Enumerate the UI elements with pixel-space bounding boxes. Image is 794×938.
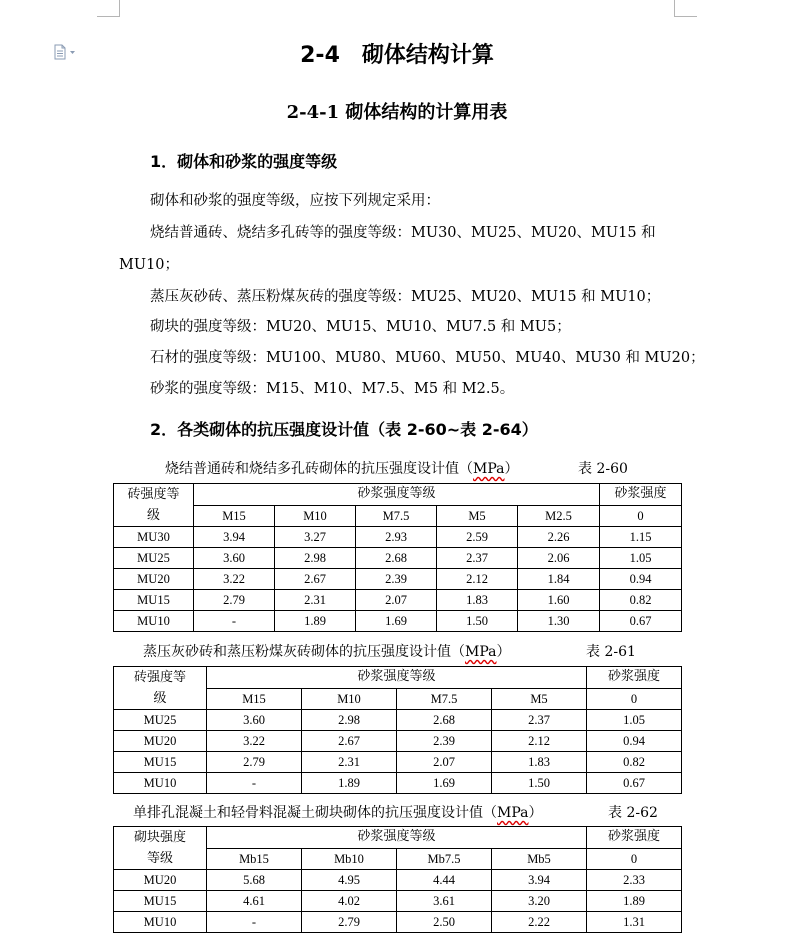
table-cell: 1.84: [518, 569, 600, 590]
table-cell: 0.82: [600, 590, 682, 611]
table-cell: 1.69: [356, 611, 437, 632]
table-cell: 2.39: [397, 731, 492, 752]
table-row: [114, 611, 682, 632]
table-cell: 2.93: [356, 527, 437, 548]
table-cell: 2.98: [302, 710, 397, 731]
table-cell: 2.07: [397, 752, 492, 773]
table-cell: 2.79: [302, 912, 397, 933]
section-subtitle: 2-4-1 砌体结构的计算用表: [286, 102, 508, 123]
column-header: Mb10: [302, 848, 397, 870]
table-cell: 1.83: [437, 590, 518, 611]
paragraph-line: 砌体和砂浆的强度等级，应按下列规定采用：: [150, 193, 440, 209]
table-cell: 2.37: [492, 710, 587, 731]
table-row: [114, 731, 682, 752]
column-header: Mb7.5: [397, 848, 492, 870]
table-cell: 2.50: [397, 912, 492, 933]
table-cell: 1.31: [587, 912, 682, 933]
table-cell: 1.05: [600, 548, 682, 569]
mortar-grade-header: 砂浆强度等级: [207, 827, 587, 849]
column-header: M10: [275, 505, 356, 527]
paragraph-line: 烧结普通砖、烧结多孔砖等的强度等级：MU30、MU25、MU20、MU15 和: [150, 225, 656, 241]
table-row: [114, 891, 682, 912]
column-header: M7.5: [356, 505, 437, 527]
table-cell: 3.22: [194, 569, 275, 590]
row-grade: MU30: [114, 527, 194, 548]
table-cell: 2.37: [437, 548, 518, 569]
row-grade: MU10: [114, 611, 194, 632]
strength-table-2-62: [113, 826, 682, 933]
row-grade: MU20: [114, 870, 207, 891]
strength-table-2-61: [113, 666, 682, 794]
table-cell: 4.02: [302, 891, 397, 912]
table-cell: 2.67: [275, 569, 356, 590]
grade-header: 砖强度等级: [114, 484, 194, 527]
table-cell: 1.60: [518, 590, 600, 611]
strength-table-2-60: [113, 483, 682, 632]
table-row: [114, 590, 682, 611]
mortar-strength-header: 砂浆强度: [600, 484, 682, 506]
table-cell: 0.82: [587, 752, 682, 773]
mortar-grade-header: 砂浆强度等级: [194, 484, 600, 506]
row-grade: MU25: [114, 548, 194, 569]
table-cell: -: [207, 773, 302, 794]
table-cell: 0.67: [587, 773, 682, 794]
column-header: M5: [492, 688, 587, 710]
table-cell: 3.22: [207, 731, 302, 752]
paragraph-line: 石材的强度等级：MU100、MU80、MU60、MU50、MU40、MU30 和 MU20；: [150, 350, 705, 366]
table-cell: 2.39: [356, 569, 437, 590]
column-header: M5: [437, 505, 518, 527]
paragraph-line: 蒸压灰砂砖、蒸压粉煤灰砖的强度等级：MU25、MU20、MU15 和 MU10；: [150, 289, 661, 305]
table-cell: 5.68: [207, 870, 302, 891]
column-header: 0: [600, 505, 682, 527]
table-row: [114, 527, 682, 548]
table-cell: 2.59: [437, 527, 518, 548]
section-2-heading: 2．各类砌体的抗压强度设计值（表 2-60~表 2-64）: [150, 420, 538, 439]
table-cell: 2.33: [587, 870, 682, 891]
table-cell: 2.26: [518, 527, 600, 548]
table-cell: 2.12: [492, 731, 587, 752]
table-cell: 1.69: [397, 773, 492, 794]
table-cell: 4.44: [397, 870, 492, 891]
table-cell: 2.31: [302, 752, 397, 773]
table-row: [114, 870, 682, 891]
table-cell: 4.95: [302, 870, 397, 891]
table-cell: 3.61: [397, 891, 492, 912]
table-cell: 1.50: [492, 773, 587, 794]
table-cell: 3.60: [207, 710, 302, 731]
column-header: 0: [587, 688, 682, 710]
table-cell: 1.30: [518, 611, 600, 632]
row-grade: MU20: [114, 569, 194, 590]
table-row: [114, 710, 682, 731]
table-cell: 0.94: [600, 569, 682, 590]
table-cell: 2.68: [397, 710, 492, 731]
row-grade: MU15: [114, 590, 194, 611]
paragraph-line: 砌块的强度等级：MU20、MU15、MU10、MU7.5 和 MU5；: [150, 319, 571, 335]
table-cell: 2.06: [518, 548, 600, 569]
table-cell: 2.79: [207, 752, 302, 773]
table-cell: 2.68: [356, 548, 437, 569]
table-cell: 1.89: [275, 611, 356, 632]
table-number: 表 2-60: [578, 461, 628, 477]
paragraph-line: 砂浆的强度等级：M15、M10、M7.5、M5 和 M2.5。: [150, 381, 515, 397]
column-header: Mb5: [492, 848, 587, 870]
column-header: M7.5: [397, 688, 492, 710]
row-grade: MU10: [114, 773, 207, 794]
section-1-heading: 1．砌体和砂浆的强度等级: [150, 152, 338, 171]
row-grade: MU15: [114, 891, 207, 912]
grade-header: 砌块强度等级: [114, 827, 207, 870]
page-corner-mark-top-left: [97, 0, 120, 17]
table-row: [114, 752, 682, 773]
column-header: 0: [587, 848, 682, 870]
table-number: 表 2-61: [586, 644, 636, 660]
table-row: [114, 773, 682, 794]
table-cell: 3.20: [492, 891, 587, 912]
table-cell: 2.31: [275, 590, 356, 611]
table-cell: 1.83: [492, 752, 587, 773]
row-grade: MU15: [114, 752, 207, 773]
table-cell: -: [207, 912, 302, 933]
paragraph-line: MU10；: [119, 257, 180, 273]
table-cell: 2.07: [356, 590, 437, 611]
table-cell: 1.89: [302, 773, 397, 794]
table-cell: 2.67: [302, 731, 397, 752]
table-row: [114, 912, 682, 933]
row-grade: MU20: [114, 731, 207, 752]
column-header: M10: [302, 688, 397, 710]
table-cell: 2.98: [275, 548, 356, 569]
table-caption: 蒸压灰砂砖和蒸压粉煤灰砖砌体的抗压强度设计值（MPa）: [143, 644, 511, 660]
table-cell: 0.67: [600, 611, 682, 632]
column-header: Mb15: [207, 848, 302, 870]
table-cell: 2.79: [194, 590, 275, 611]
table-cell: 3.94: [492, 870, 587, 891]
row-grade: MU10: [114, 912, 207, 933]
table-cell: 3.27: [275, 527, 356, 548]
table-number: 表 2-62: [608, 805, 658, 821]
table-cell: 1.15: [600, 527, 682, 548]
table-caption: 烧结普通砖和烧结多孔砖砌体的抗压强度设计值（MPa）: [165, 461, 519, 477]
table-cell: 1.50: [437, 611, 518, 632]
column-header: M2.5: [518, 505, 600, 527]
table-cell: 2.22: [492, 912, 587, 933]
column-header: M15: [194, 505, 275, 527]
table-cell: 1.05: [587, 710, 682, 731]
mortar-strength-header: 砂浆强度: [587, 667, 682, 689]
mortar-grade-header: 砂浆强度等级: [207, 667, 587, 689]
table-cell: 2.12: [437, 569, 518, 590]
column-header: M15: [207, 688, 302, 710]
table-cell: -: [194, 611, 275, 632]
page-corner-mark-top-right: [674, 0, 697, 17]
mortar-strength-header: 砂浆强度: [587, 827, 682, 849]
table-cell: 1.89: [587, 891, 682, 912]
grade-header: 砖强度等级: [114, 667, 207, 710]
table-cell: 0.94: [587, 731, 682, 752]
table-cell: 3.94: [194, 527, 275, 548]
row-grade: MU25: [114, 710, 207, 731]
table-caption: 单排孔混凝土和轻骨料混凝土砌块砌体的抗压强度设计值（MPa）: [133, 805, 543, 821]
table-row: [114, 569, 682, 590]
table-cell: 3.60: [194, 548, 275, 569]
page-title: 2-4 砌体结构计算: [300, 43, 494, 68]
table-cell: 4.61: [207, 891, 302, 912]
table-row: [114, 548, 682, 569]
